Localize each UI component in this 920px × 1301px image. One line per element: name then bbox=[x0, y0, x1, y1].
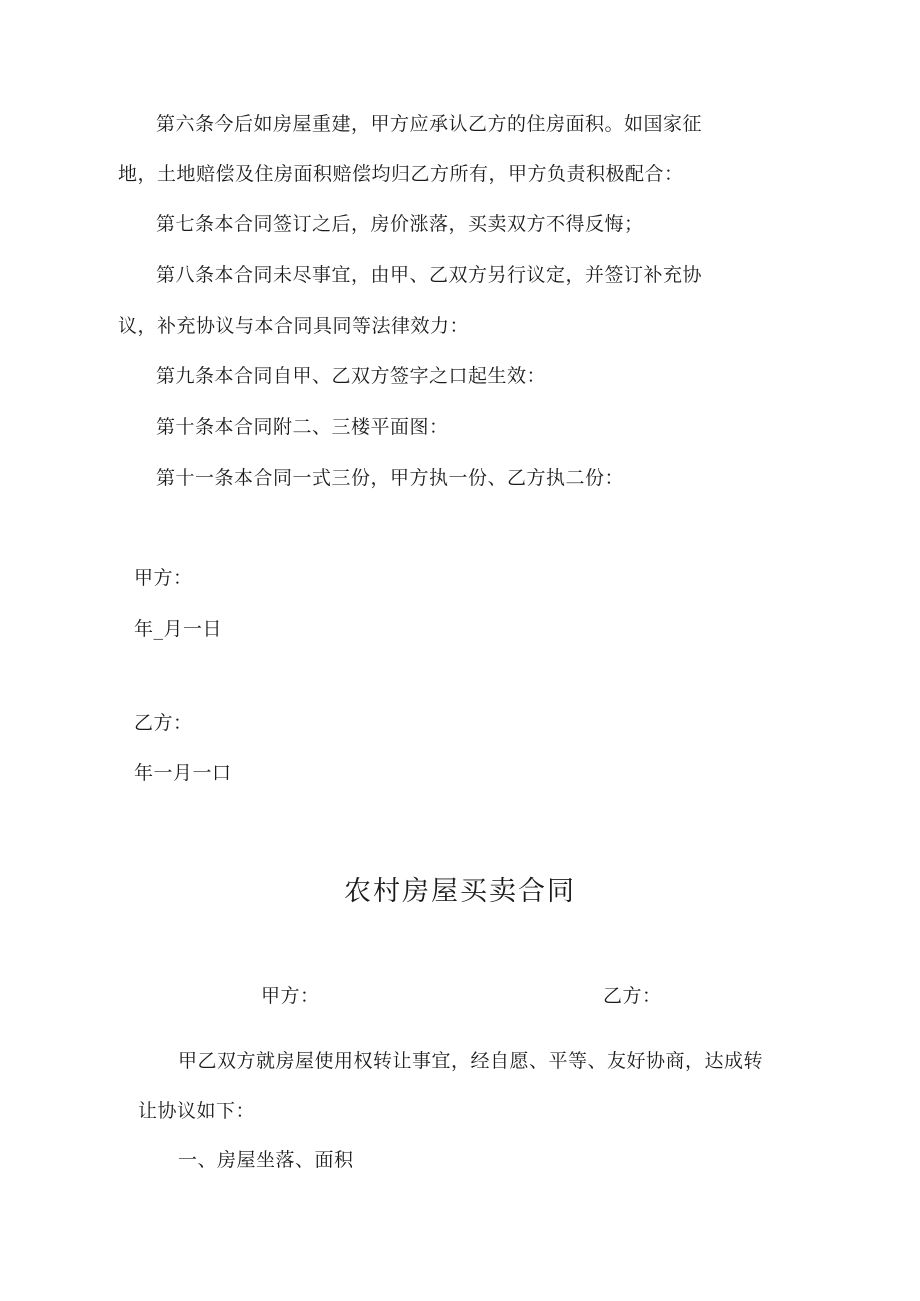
clause-6-line-1: 第六条今后如房屋重建，甲方应承认乙方的住房面积。如国家征 bbox=[156, 113, 703, 135]
clause-7: 第七条本合同签订之后，房价涨落，买卖双方不得反悔； bbox=[156, 213, 644, 235]
clause-9: 第九条本合同自甲、乙双方签字之口起生效： bbox=[156, 365, 547, 387]
signature-party-b-date: 年一月一口 bbox=[134, 762, 232, 784]
signature-party-a-label: 甲方： bbox=[134, 567, 193, 589]
signature-party-b-label: 乙方： bbox=[134, 712, 193, 734]
clause-8-line-1: 第八条本合同未尽事宜，由甲、乙双方另行议定，并签订补充协 bbox=[156, 264, 703, 286]
section-1-heading: 一、房屋坐落、面积 bbox=[178, 1149, 354, 1171]
party-a-label: 甲方： bbox=[261, 985, 320, 1007]
signature-party-a-date: 年_月一日 bbox=[134, 618, 223, 640]
clause-10: 第十条本合同附二、三楼平面图： bbox=[156, 416, 449, 438]
contract-title: 农村房屋买卖合同 bbox=[344, 876, 576, 907]
clause-11: 第十一条本合同一式三份，甲方执一份、乙方执二份： bbox=[156, 467, 625, 489]
clause-8-line-2: 议，补充协议与本合同具同等法律效力： bbox=[118, 315, 470, 337]
intro-line-2: 让协议如下： bbox=[138, 1100, 256, 1122]
party-b-label: 乙方： bbox=[603, 985, 662, 1007]
intro-line-1: 甲乙双方就房屋使用权转让事宜，经自愿、平等、友好协商，达成转 bbox=[178, 1050, 764, 1072]
clause-6-line-2: 地，土地赔偿及住房面积赔偿均归乙方所有，甲方负责积极配合： bbox=[118, 163, 684, 185]
